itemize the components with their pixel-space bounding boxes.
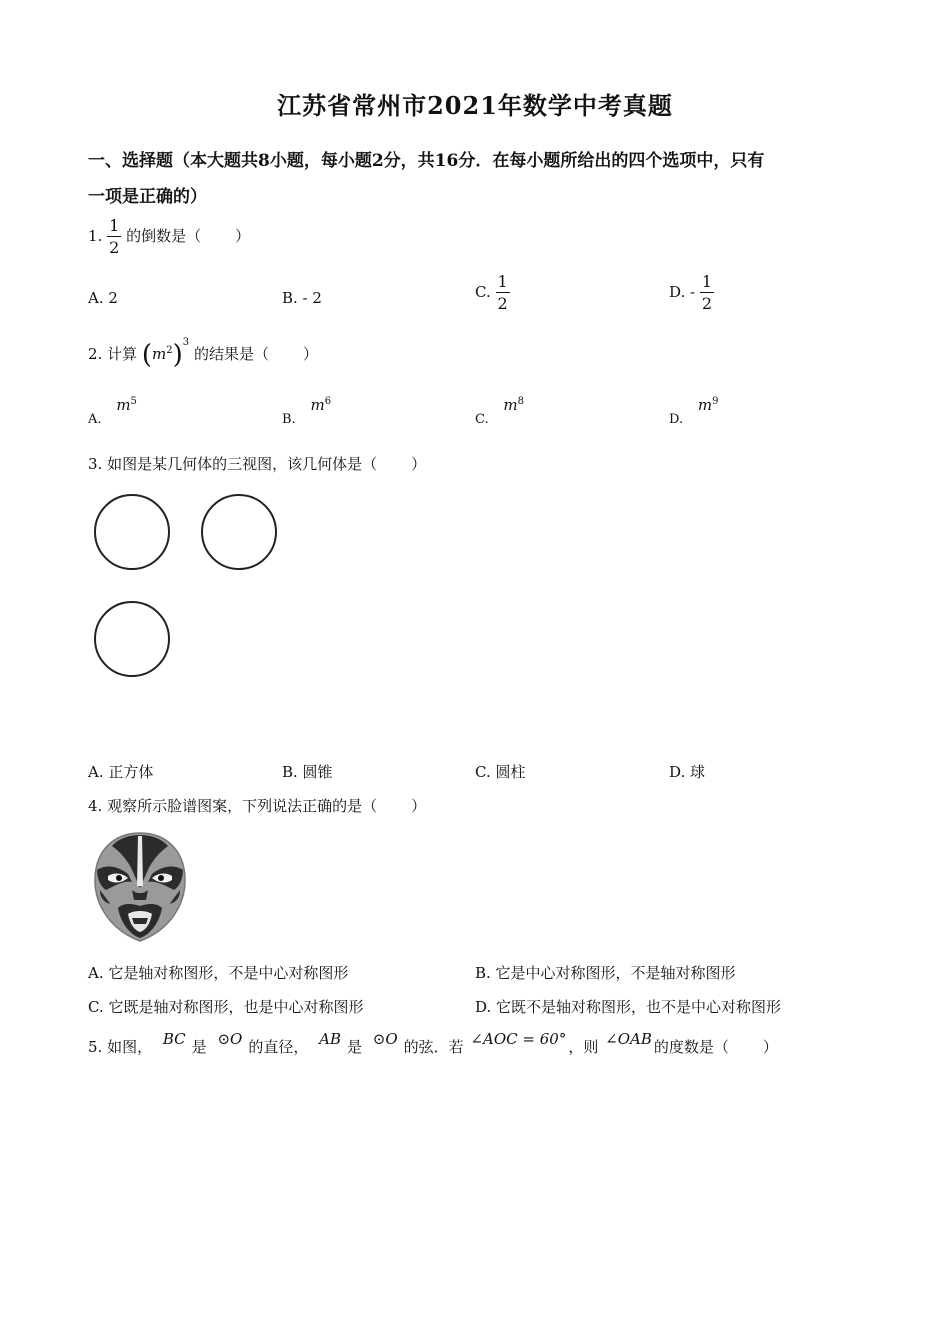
question-number: 2. 计算: [88, 345, 138, 363]
q2-option-c: [475, 396, 525, 427]
exponent: 8: [517, 396, 525, 407]
option-label: C.: [475, 412, 489, 427]
option-label: D.: [669, 412, 684, 427]
option-label: B.: [282, 412, 296, 427]
q3-option-c: C. 圆柱: [475, 763, 526, 781]
q2-option-d: [669, 396, 719, 427]
question-1: [88, 218, 250, 256]
q4-option-b: B. 它是中心对称图形，不是轴对称图形: [475, 964, 736, 982]
q4-option-c: C. 它既是轴对称图形，也是中心对称图形: [88, 998, 364, 1016]
question-close: ）: [411, 797, 427, 815]
base-variable: m: [697, 396, 713, 414]
front-view-circle: [94, 494, 170, 570]
text-is: 是: [191, 1038, 207, 1056]
q4-option-a: A. 它是轴对称图形，不是中心对称图形: [88, 964, 349, 982]
q2-option-b: [282, 396, 332, 427]
q2-option-a: [88, 396, 137, 427]
question-text: 3. 如图是某几何体的三视图，该几何体是（: [88, 455, 378, 473]
angle-oab: ∠OAB: [605, 1030, 652, 1048]
q3-option-d: D. 球: [669, 763, 706, 781]
question-text: 4. 观察所示脸谱图案，下列说法正确的是（: [88, 797, 378, 815]
q4-option-d: D. 它既不是轴对称图形，也不是中心对称图形: [475, 998, 782, 1016]
section-heading-line1: 一、选择题（本大题共8小题，每小题2分，共16分．在每小题所给出的四个选项中，只有: [88, 151, 765, 171]
question-number: 5. 如图，: [88, 1038, 153, 1056]
q1-option-c: [475, 274, 510, 312]
option-label: A.: [88, 412, 102, 427]
question-text: 的度数是（: [653, 1038, 729, 1056]
segment-bc: BC: [162, 1030, 186, 1048]
base-variable: m: [116, 396, 131, 414]
text-diameter: 的直径，: [248, 1038, 309, 1056]
question-3: [88, 453, 426, 474]
fraction-denominator: 2: [109, 238, 120, 257]
circle-o-symbol: ⊙O: [372, 1030, 398, 1048]
angle-aoc: ∠AOC = 60°: [470, 1030, 567, 1048]
side-view-circle: [201, 494, 277, 570]
question-2: [88, 337, 318, 370]
base-variable: m: [503, 396, 518, 414]
question-close: ）: [411, 455, 427, 473]
exponent: 5: [130, 396, 137, 407]
q3-option-a: A. 正方体: [88, 763, 154, 781]
question-text: 的结果是（: [193, 345, 269, 363]
q1-option-d: [669, 274, 714, 312]
q1-option-b: B. - 2: [282, 289, 322, 307]
text-then: ，则: [568, 1038, 599, 1056]
exponent: 6: [324, 396, 332, 407]
circle-o-symbol: ⊙O: [217, 1030, 243, 1048]
fraction-one-half: [700, 274, 714, 312]
fraction-numerator: 1: [497, 272, 508, 291]
base-variable: m: [310, 396, 325, 414]
option-label: C.: [475, 283, 491, 301]
question-close: ）: [235, 227, 251, 245]
question-number: 1.: [88, 227, 103, 245]
outer-exponent: 3: [182, 337, 190, 348]
option-label: D. -: [669, 283, 696, 301]
section-heading-line2: 一项是正确的）: [88, 187, 207, 207]
exponent: 9: [712, 396, 719, 407]
question-5: [88, 1030, 778, 1057]
fraction-one-half: [107, 218, 121, 256]
page-title: 江苏省常州市2021年数学中考真题: [277, 91, 673, 120]
inner-exponent: 2: [166, 345, 173, 356]
fraction-numerator: 1: [701, 272, 713, 291]
question-text: 的倒数是（: [126, 227, 202, 245]
fraction-denominator: 2: [497, 294, 508, 313]
power-expression: $(m^2)^3$: [141, 337, 190, 370]
question-4: [88, 795, 426, 816]
text-is: 是: [346, 1038, 362, 1056]
top-view-circle: [94, 601, 170, 677]
text-chord: 的弦．若: [403, 1038, 464, 1056]
opera-mask-figure: [88, 830, 192, 944]
segment-ab: AB: [319, 1030, 341, 1048]
fraction-one-half: [496, 274, 510, 312]
fraction-numerator: 1: [109, 216, 120, 235]
fraction-denominator: 2: [701, 294, 713, 313]
question-close: ）: [762, 1038, 778, 1056]
question-close: ）: [302, 345, 318, 363]
q1-option-a: A. 2: [88, 289, 118, 307]
q3-option-b: B. 圆锥: [282, 763, 333, 781]
base-variable: m: [152, 345, 167, 363]
